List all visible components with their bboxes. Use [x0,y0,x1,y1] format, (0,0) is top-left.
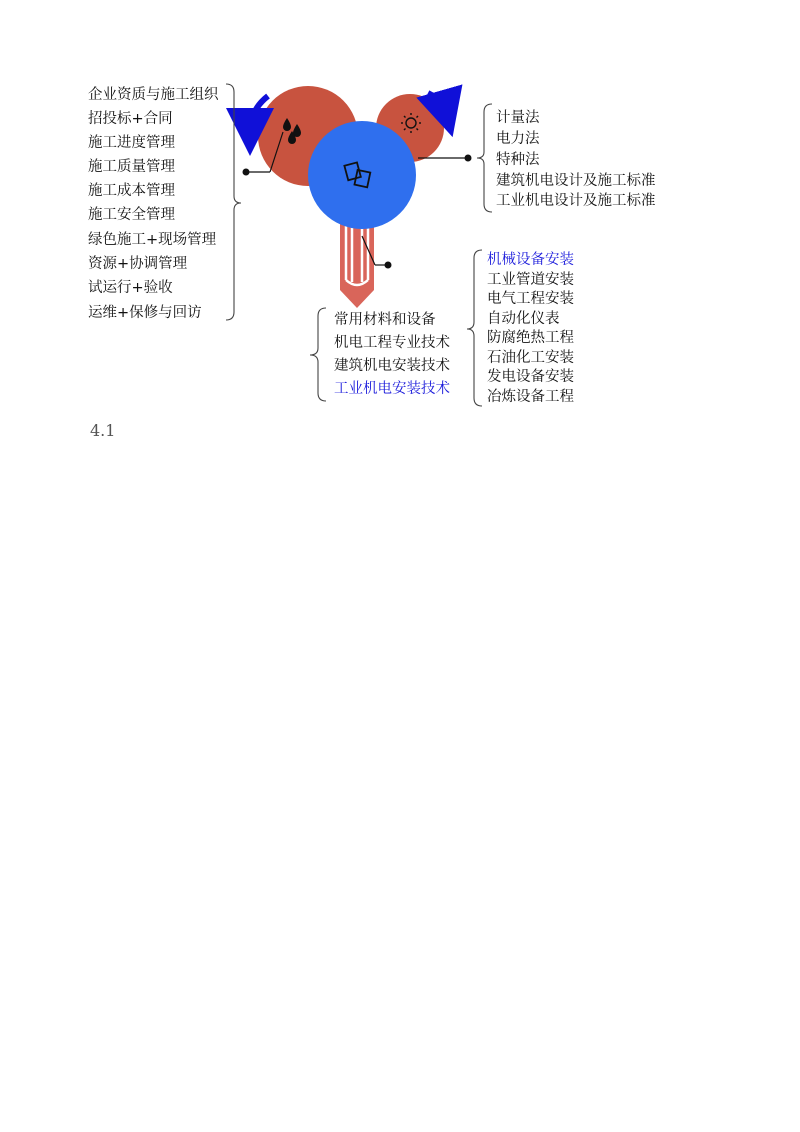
section-number: 4.1 [90,421,116,440]
list-item: 工业管道安装 [487,272,574,288]
list-item: 机电工程专业技术 [334,335,450,351]
list-item: 资源+协调管理 [88,256,188,272]
list-item: 发电设备安装 [487,369,574,385]
bracket-right-top-group [477,104,492,212]
list-item: 运维+保修与回访 [88,305,202,321]
list-item: 施工成本管理 [88,183,175,199]
list-item: 工业机电设计及施工标准 [496,193,656,209]
center-blue-gear [308,121,416,229]
bracket-bottom-right-group [467,250,482,406]
list-item: 建筑机电安装技术 [334,358,450,374]
list-item: 绿色施工+现场管理 [88,232,217,248]
list-item: 石油化工安装 [487,350,574,366]
pencil-shape [340,220,374,308]
list-item-highlighted: 机械设备安装 [487,252,574,268]
list-item: 施工进度管理 [88,135,175,151]
list-item: 企业资质与施工组织 [88,87,219,103]
bracket-left-group [226,84,241,320]
list-item: 施工安全管理 [88,207,175,223]
list-item: 施工质量管理 [88,159,175,175]
list-item: 计量法 [496,110,540,126]
right-top-group [496,109,656,209]
list-item: 常用材料和设备 [334,312,436,328]
list-item: 电力法 [496,131,540,147]
list-item: 防腐绝热工程 [487,330,574,346]
list-item: 试运行+验收 [88,280,173,296]
list-item: 特种法 [496,152,540,168]
bracket-bottom-center-group [310,308,326,401]
left-group [88,86,219,321]
list-item: 冶炼设备工程 [487,389,574,405]
bottom-center-group [334,311,450,397]
list-item: 自动化仪表 [487,311,560,327]
list-item-highlighted: 工业机电安装技术 [334,381,450,397]
list-item: 建筑机电设计及施工标准 [496,173,656,189]
list-item: 招投标+合同 [88,111,173,127]
bottom-right-group [487,250,574,405]
list-item: 电气工程安装 [487,291,574,307]
